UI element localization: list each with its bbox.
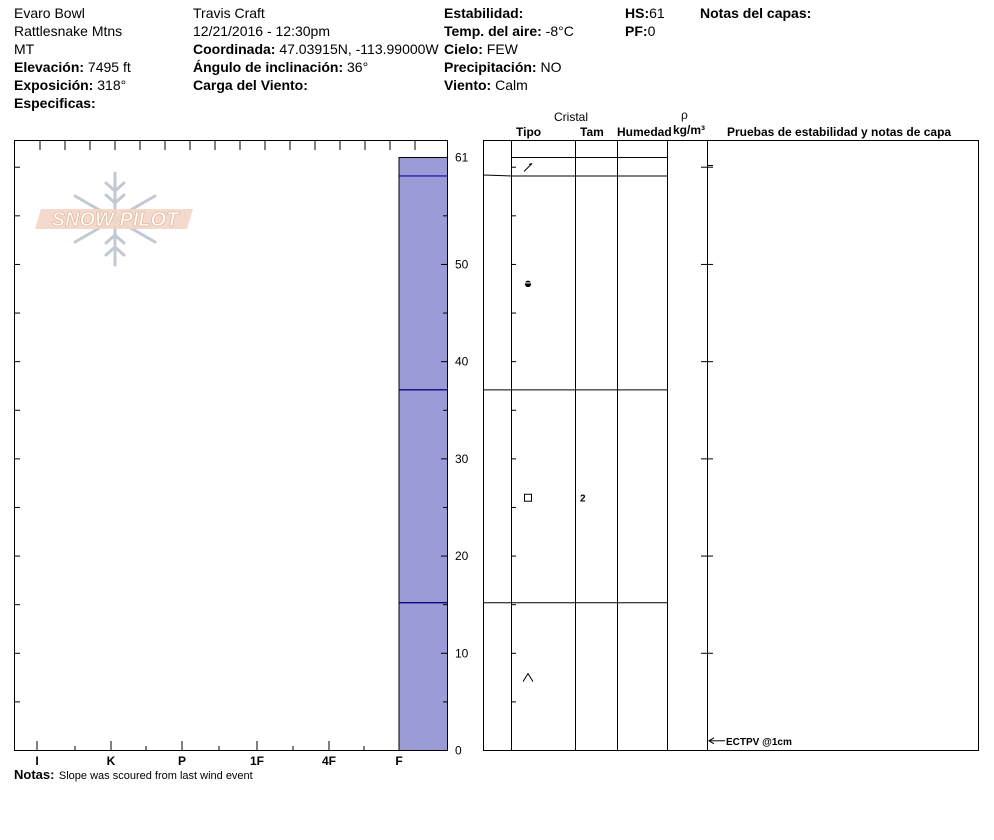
hardness-axis [35,741,402,768]
wind-value: Calm [495,77,528,93]
aspect-value: 318° [97,77,127,93]
snow-height-label: HS: [625,5,650,21]
density-unit-header: kg/m³ [673,123,706,137]
hardness-tick-label: I [35,754,39,768]
test-label: ECTPV @1cm [726,736,792,748]
logo-text: SNOW PILOT [51,209,179,231]
notes-text: Slope was scoured from last wind event [58,770,253,782]
tests-header: Pruebas de estabilidad y notas de capa [727,125,952,139]
depth-hoar-symbol [523,674,533,682]
hardness-layer-bar [399,176,448,390]
top-ticks [40,140,415,150]
height-tick-label: 40 [455,354,469,369]
moisture-header: Humedad [617,125,672,139]
mountain-range: Rattlesnake Mtns [14,23,123,39]
hardness-tick-label: F [395,754,403,768]
stability-tests [709,737,792,748]
slope-angle-label: Ángulo de inclinación: [193,59,344,75]
wind-load-label: Carga del Viento: [193,77,308,93]
table-ticks [511,166,713,702]
rounded-grain-symbol [525,281,531,287]
faceted-grain-symbol [525,494,532,501]
aspect-label: Exposición: [14,77,94,93]
wind-label: Viento: [444,77,492,93]
precipitation-value: NO [540,59,562,75]
specifics-label: Especificas: [14,95,96,111]
location-name: Evaro Bowl [14,5,85,21]
grain-symbols [523,164,586,682]
air-temperature-value: -8°C [545,23,574,39]
height-tick-label: 61 [455,150,469,165]
foot-penetration-value: 0 [647,23,656,39]
hardness-tick-label: 1F [249,754,265,768]
height-tick-label: 30 [455,451,469,466]
slope-angle-value: 36° [347,59,369,75]
snow-height-value: 61 [649,5,665,21]
rho-header: ρ [681,108,688,122]
hardness-tick-label: 4F [321,754,337,768]
hardness-graph-frame [15,141,448,751]
decomposing-fragments-symbol [524,164,532,172]
elevation-value: 7495 ft [87,59,131,75]
hardness-layer-bar [399,390,448,603]
layer-table [484,140,979,751]
elevation-label: Elevación: [14,59,85,75]
type-header: Tipo [516,125,542,139]
coordinates-value: 47.03915N, -113.99000W [279,41,439,57]
layer-notes-label: Notas del capas: [700,5,812,21]
hardness-layer-bar [399,158,448,176]
sky-value: FEW [486,41,518,57]
air-temperature-label: Temp. del aire: [444,23,542,39]
hardness-tick-label: K [106,754,116,768]
height-tick-label: 50 [455,257,469,272]
table-layer-connector [484,175,512,176]
notes-label: Notas: [14,767,55,782]
height-tick-label: 10 [455,646,469,661]
size-header: Tam [580,125,604,139]
grain-size-label: 2 [580,493,586,505]
stability-label: Estabilidad: [444,5,524,21]
observation-datetime: 12/21/2016 - 12:30pm [193,23,330,39]
precipitation-label: Precipitación: [444,59,537,75]
hardness-layer-bar [399,603,448,751]
crystal-header: Cristal [554,110,589,124]
snowpilot-logo [35,173,193,265]
state: MT [14,41,35,57]
hardness-tick-label: P [177,754,187,768]
height-tick-label: 0 [455,743,462,758]
foot-penetration-label: PF: [625,23,648,39]
hardness-layers [399,158,448,751]
coordinates-label: Coordinada: [193,41,276,57]
sky-label: Cielo: [444,41,483,57]
observer-name: Travis Craft [193,5,265,21]
height-tick-label: 20 [455,549,469,564]
fragment-stroke [524,164,532,172]
